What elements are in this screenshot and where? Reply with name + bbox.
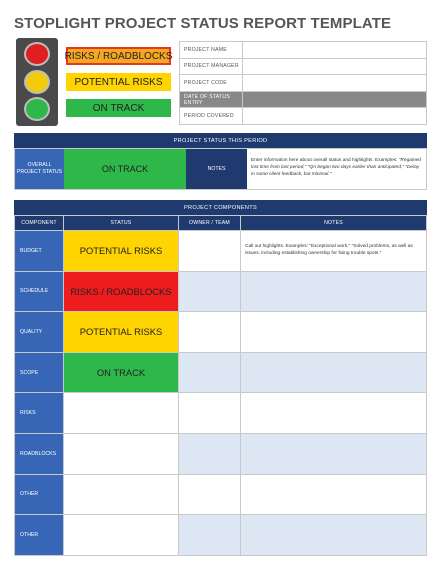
notes-cell[interactable] (241, 352, 427, 393)
table-row (15, 231, 427, 272)
notes-cell[interactable] (241, 515, 427, 556)
status-cell[interactable]: POTENTIAL RISKS (64, 231, 179, 272)
component-label: OTHER (15, 515, 64, 556)
status-cell[interactable] (64, 393, 179, 434)
owner-cell[interactable] (179, 352, 241, 393)
info-row-period-covered (180, 108, 427, 125)
status-cell[interactable] (64, 433, 179, 474)
notes-cell[interactable]: Call out highlights. Examples: "Exceptional work," "Solved problems, as well as issues, including establishing ownership for fixing trouble spots." (241, 231, 427, 272)
info-label: PROJECT MANAGER (180, 58, 243, 75)
component-label: SCHEDULE (15, 271, 64, 312)
component-label: BUDGET (15, 231, 64, 272)
notes-label: NOTES (186, 149, 247, 189)
traffic-light-icon (16, 38, 58, 126)
table-row (15, 515, 427, 556)
notes-cell[interactable] (241, 433, 427, 474)
table-row (15, 393, 427, 434)
legend-potential-risks: POTENTIAL RISKS (66, 73, 171, 91)
component-label: RISKS (15, 393, 64, 434)
components-header-row (15, 216, 427, 231)
period-notes[interactable] (247, 149, 426, 189)
period-notes-text: Enter information here about overall status and highlights. Examples: (251, 158, 398, 163)
project-info-table (179, 41, 427, 125)
status-period-section (14, 148, 427, 190)
page-title: STOPLIGHT PROJECT STATUS REPORT TEMPLATE (14, 15, 392, 32)
table-row (15, 312, 427, 353)
owner-cell[interactable] (179, 515, 241, 556)
notes-cell[interactable] (241, 474, 427, 515)
column-header: OWNER / TEAM (179, 216, 241, 231)
project-manager-field[interactable] (243, 58, 427, 75)
info-label: DATE OF STATUS ENTRY (180, 91, 243, 108)
info-row-project-manager (180, 58, 427, 75)
project-code-field[interactable] (243, 75, 427, 92)
owner-cell[interactable] (179, 231, 241, 272)
legend-risks-roadblocks: RISKS / ROADBLOCKS (66, 47, 171, 65)
overall-status-value[interactable]: ON TRACK (64, 149, 186, 189)
status-cell[interactable] (64, 515, 179, 556)
component-label: SCOPE (15, 352, 64, 393)
period-notes-examples: "Regained lost time from last period," "QA began two days earlier than anticipated," "Delay in some client feedback, but minimal." (251, 158, 421, 177)
green-light-icon (24, 97, 50, 121)
status-date-field[interactable] (243, 91, 427, 108)
table-row (15, 352, 427, 393)
notes-cell[interactable] (241, 312, 427, 353)
column-header: COMPONENT (15, 216, 64, 231)
notes-cell[interactable] (241, 271, 427, 312)
components-header: PROJECT COMPONENTS (14, 200, 427, 215)
status-cell[interactable]: POTENTIAL RISKS (64, 312, 179, 353)
info-row-project-name (180, 42, 427, 59)
info-label: PROJECT CODE (180, 75, 243, 92)
component-label: ROADBLOCKS (15, 433, 64, 474)
status-cell[interactable]: RISKS / ROADBLOCKS (64, 271, 179, 312)
column-header: STATUS (64, 216, 179, 231)
status-cell[interactable] (64, 474, 179, 515)
owner-cell[interactable] (179, 474, 241, 515)
table-row (15, 474, 427, 515)
overall-status-label: OVERALL PROJECT STATUS (15, 149, 64, 189)
status-period-header: PROJECT STATUS THIS PERIOD (14, 133, 427, 148)
info-row-project-code (180, 75, 427, 92)
column-header: NOTES (241, 216, 427, 231)
project-name-field[interactable] (243, 42, 427, 59)
legend-on-track: ON TRACK (66, 99, 171, 117)
yellow-light-icon (24, 70, 50, 94)
notes-cell[interactable] (241, 393, 427, 434)
table-row (15, 433, 427, 474)
status-cell[interactable]: ON TRACK (64, 352, 179, 393)
table-row (15, 271, 427, 312)
red-light-icon (24, 42, 50, 66)
period-covered-field[interactable] (243, 108, 427, 125)
info-row-status-date (180, 91, 427, 108)
info-label: PERIOD COVERED (180, 108, 243, 125)
owner-cell[interactable] (179, 433, 241, 474)
owner-cell[interactable] (179, 393, 241, 434)
info-label: PROJECT NAME (180, 42, 243, 59)
component-label: OTHER (15, 474, 64, 515)
components-table (14, 215, 427, 556)
owner-cell[interactable] (179, 271, 241, 312)
owner-cell[interactable] (179, 312, 241, 353)
component-label: QUALITY (15, 312, 64, 353)
